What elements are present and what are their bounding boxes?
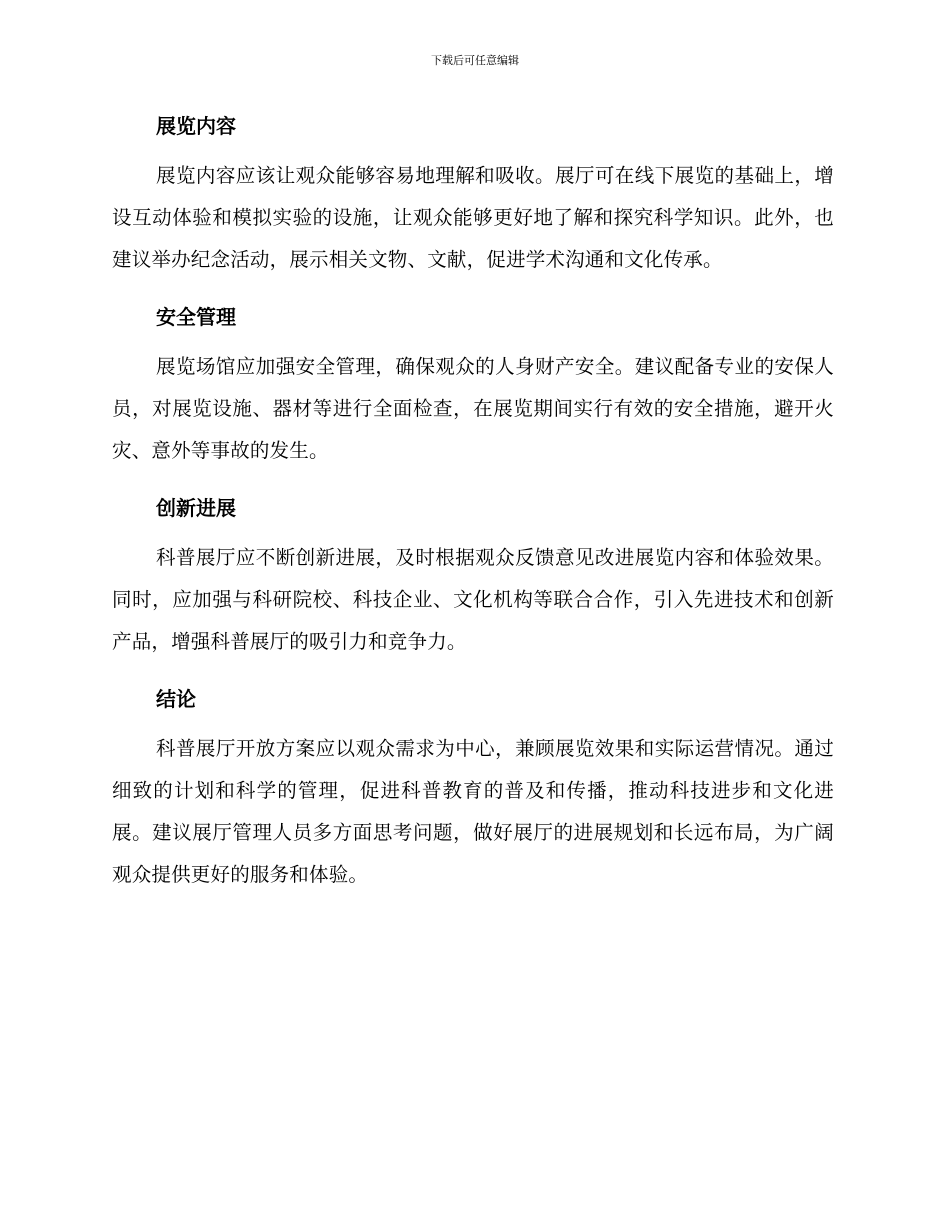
section-conclusion [112,680,834,896]
document-body [112,107,834,913]
section-heading: 展览内容 [156,114,236,138]
section-heading: 安全管理 [156,305,236,329]
section-safety-management [112,298,834,472]
section-paragraph: 展览场馆应加强安全管理，确保观众的人身财产安全。建议配备专业的安保人员，对展览设施、器材等进行全面检查，在展览期间实行有效的安全措施，避开火灾、意外等事故的发生。 [112,355,834,462]
section-innovation [112,489,834,663]
section-exhibition-content [112,107,834,281]
section-heading: 结论 [156,687,196,711]
section-paragraph: 展览内容应该让观众能够容易地理解和吸收。展厅可在线下展览的基础上，增设互动体验和模拟实验的设施，让观众能够更好地了解和探究科学知识。此外，也建议举办纪念活动，展示相关文物、文献，促进学术沟通和文化传承。 [112,164,834,271]
page-header-note: 下载后可任意编辑 [431,54,519,67]
section-paragraph: 科普展厅开放方案应以观众需求为中心，兼顾展览效果和实际运营情况。通过细致的计划和科学的管理，促进科普教育的普及和传播，推动科技进步和文化进展。建议展厅管理人员多方面思考问题，做好展厅的进展规划和长远布局，为广阔观众提供更好的服务和体验。 [112,737,834,886]
section-heading: 创新进展 [156,496,236,520]
section-paragraph: 科普展厅应不断创新进展，及时根据观众反馈意见改进展览内容和体验效果。同时，应加强与科研院校、科技企业、文化机构等联合合作，引入先进技术和创新产品，增强科普展厅的吸引力和竞争力。 [112,546,834,653]
